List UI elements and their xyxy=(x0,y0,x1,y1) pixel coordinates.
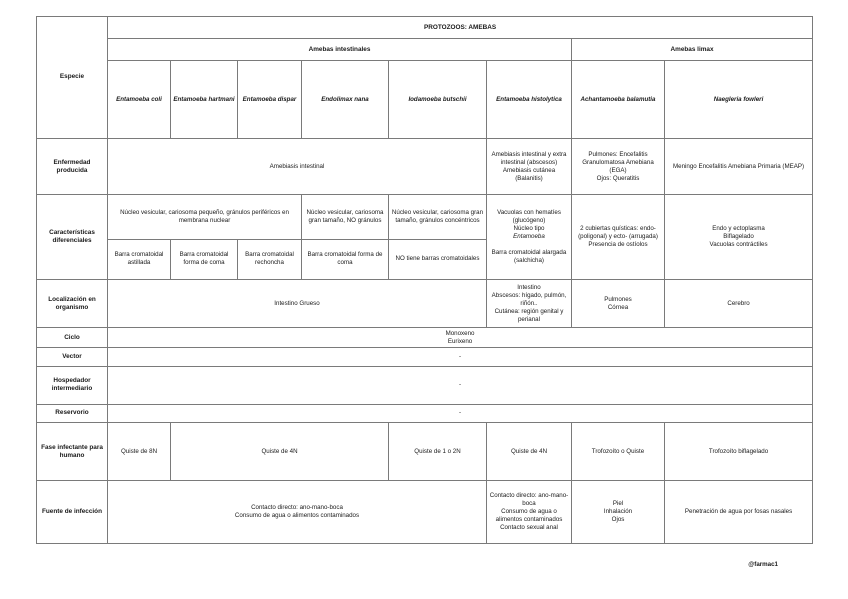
species-dispar: Entamoeba dispar xyxy=(238,61,302,139)
caract-histolytica-bottom: Barra cromatoidal alargada (salchicha) xyxy=(491,249,567,265)
caract-histolytica-italic: Entamoeba xyxy=(513,233,545,241)
species-iodamoeba: Iodamoeba butschii xyxy=(389,61,487,139)
row-label-caracteristicas: Características diferenciales xyxy=(37,195,108,280)
row-label-hospedador: Hospedador intermediario xyxy=(37,366,108,404)
enfermedad-naegleria: Meningo Encefalitis Amebiana Primaria (MEAP) xyxy=(665,138,813,194)
caract-histolytica-top: Vacuolas con hematíes (glucógeno) Núcleo tipo xyxy=(497,209,561,233)
row-label-ciclo: Ciclo xyxy=(37,328,108,348)
signature: @farmac1 xyxy=(748,561,778,568)
reservorio-value: - xyxy=(108,404,813,422)
caract-endolimax-barra: Barra cromatoidal forma de coma xyxy=(302,239,389,279)
species-hartmani: Entamoeba hartmani xyxy=(171,61,238,139)
table-title: PROTOZOOS: AMEBAS xyxy=(108,17,813,39)
caract-endolimax-nucleo: Núcleo vesicular, cariosoma gran tamaño, NO gránulos xyxy=(302,195,389,239)
caract-naegleria: Endo y ectoplasma Biflagelado Vacuolas contráctiles xyxy=(665,195,813,280)
fase-iodamoeba: Quiste de 1 o 2N xyxy=(389,422,487,480)
species-naegleria: Naegleria fowleri xyxy=(665,61,813,139)
fuente-achantamoeba: Piel Inhalación Ojos xyxy=(572,481,665,544)
localizacion-histolytica: Intestino Abscesos: hígado, pulmón, riñón.. Cutánea: región genital y perianal xyxy=(487,279,572,327)
fase-coli: Quiste de 8N xyxy=(108,422,171,480)
species-achantamoeba: Achantamoeba balamutia xyxy=(572,61,665,139)
localizacion-naegleria: Cerebro xyxy=(665,279,813,327)
group-limax: Amebas limax xyxy=(572,39,813,61)
caract-iodamoeba-nucleo: Núcleo vesicular, cariosoma gran tamaño, gránulos concéntricos xyxy=(389,195,487,239)
species-endolimax: Endolimax nana xyxy=(302,61,389,139)
group-intestinales: Amebas intestinales xyxy=(108,39,572,61)
localizacion-achantamoeba: Pulmones Córnea xyxy=(572,279,665,327)
caract-iodamoeba-barra: NO tiene barras cromatoidales xyxy=(389,239,487,279)
hospedador-value: - xyxy=(108,366,813,404)
caract-histolytica xyxy=(487,195,572,280)
species-histolytica: Entamoeba histolytica xyxy=(487,61,572,139)
fase-cuatro: Quiste de 4N xyxy=(171,422,389,480)
amebas-table xyxy=(36,16,813,544)
enfermedad-achantamoeba: Pulmones: Encefalitis Granulomatosa Amebiana (EGA) Ojos: Queratitis xyxy=(572,138,665,194)
caract-nucleo-group: Núcleo vesicular, cariosoma pequeño, gránulos periféricos en membrana nuclear xyxy=(108,195,302,239)
fase-naegleria: Trofozoíto biflagelado xyxy=(665,422,813,480)
fuente-naegleria: Penetración de agua por fosas nasales xyxy=(665,481,813,544)
enfermedad-intestinales: Amebiasis intestinal xyxy=(108,138,487,194)
row-label-fase: Fase infectante para humano xyxy=(37,422,108,480)
fase-achantamoeba: Trofozoíto o Quiste xyxy=(572,422,665,480)
localizacion-intestinales: Intestino Grueso xyxy=(108,279,487,327)
caract-achantamoeba: 2 cubiertas quísticas: endo- (poligonal) y ecto- (arrugada) Presencia de ostíolos xyxy=(572,195,665,280)
vector-value: - xyxy=(108,348,813,366)
fuente-intestinales: Contacto directo: ano-mano-boca Consumo de agua o alimentos contaminados xyxy=(108,481,487,544)
species-header: Especie xyxy=(37,17,108,139)
caract-hartmani-barra: Barra cromatoidal forma de coma xyxy=(171,239,238,279)
row-label-enfermedad: Enfermedad producida xyxy=(37,138,108,194)
row-label-fuente: Fuente de infección xyxy=(37,481,108,544)
fuente-histolytica: Contacto directo: ano-mano-boca Consumo de agua o alimentos contaminados Contacto sexual anal xyxy=(487,481,572,544)
row-label-vector: Vector xyxy=(37,348,108,366)
fase-histolytica: Quiste de 4N xyxy=(487,422,572,480)
enfermedad-histolytica: Amebiasis intestinal y extra intestinal (abscesos) Amebiasis cutánea (Balanitis) xyxy=(487,138,572,194)
species-coli: Entamoeba coli xyxy=(108,61,171,139)
ciclo-value: Monoxeno Eurixeno xyxy=(108,328,813,348)
caract-coli-barra: Barra cromatoidal astillada xyxy=(108,239,171,279)
caract-dispar-barra: Barra cromatoidal rechoncha xyxy=(238,239,302,279)
row-label-localizacion: Localización en organismo xyxy=(37,279,108,327)
row-label-reservorio: Reservorio xyxy=(37,404,108,422)
